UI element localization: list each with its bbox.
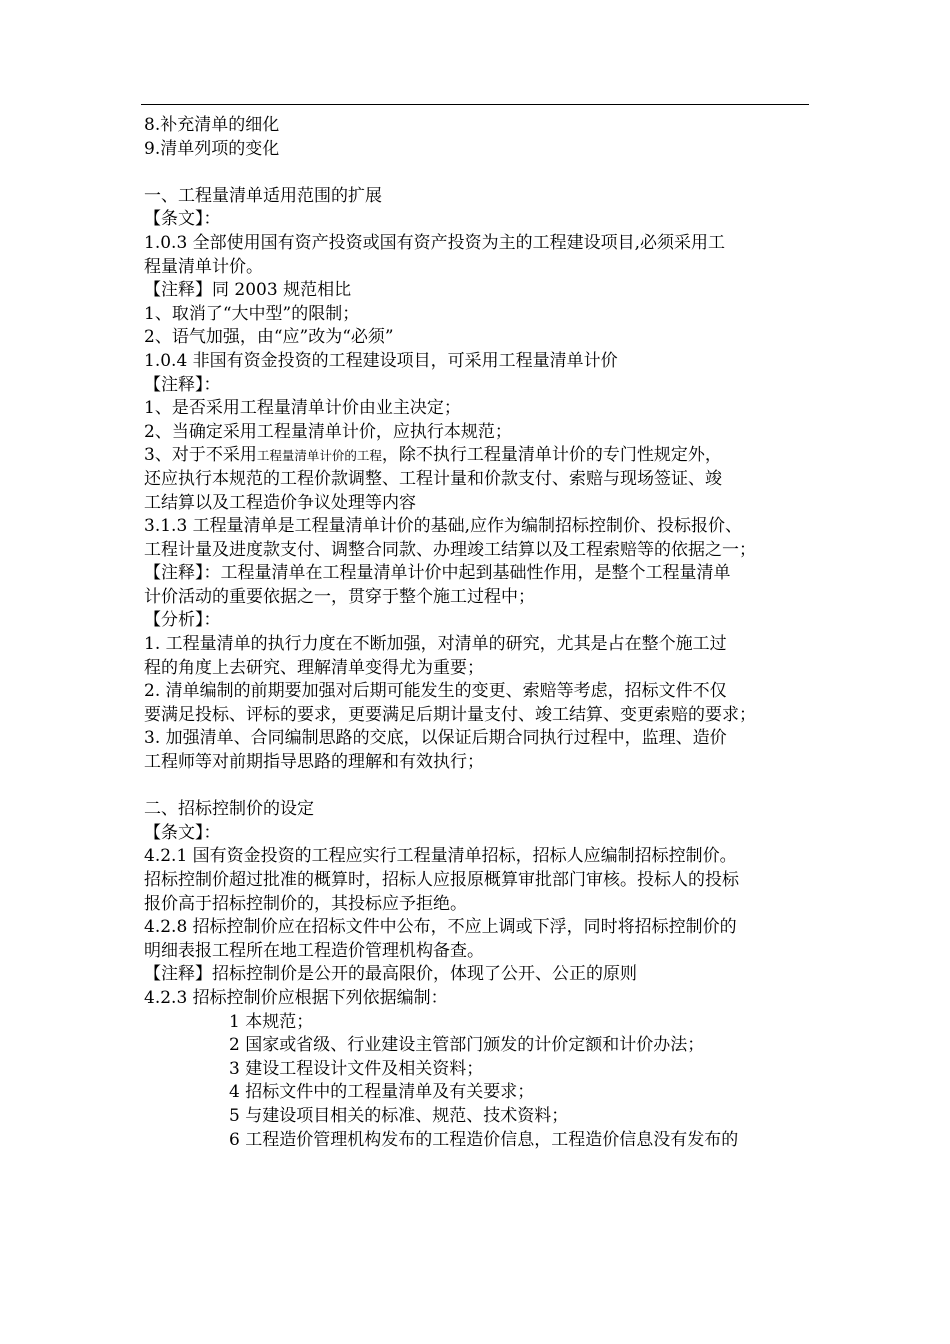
paragraph-line: 要满足投标、评标的要求，更要满足后期计量支付、竣工结算、变更索赔的要求； — [144, 704, 756, 725]
list-item: 6 工程造价管理机构发布的工程造价信息，工程造价信息没有发布的 — [229, 1129, 739, 1150]
list-item: 1、是否采用工程量清单计价由业主决定； — [144, 398, 461, 419]
note-label: 【注释】同 2003 规范相比 — [144, 280, 352, 301]
list-item: 1. 工程量清单的执行力度在不断加强，对清单的研究，尤其是占在整个施工过 — [144, 634, 727, 655]
paragraph-line: 1.0.4 非国有资金投资的工程建设项目，可采用工程量清单计价 — [144, 350, 618, 371]
list-item: 3 建设工程设计文件及相关资料； — [229, 1058, 484, 1079]
list-item: 4 招标文件中的工程量清单及有关要求； — [229, 1082, 535, 1103]
list-item — [144, 444, 812, 468]
paragraph-line: 工程计量及进度款支付、调整合同款、办理竣工结算以及工程索赔等的依据之一； — [144, 539, 756, 560]
paragraph-line: 招标控制价超过批准的概算时，招标人应报原概算审批部门审核。投标人的投标 — [144, 870, 739, 890]
paragraph-line: 1.0.3 全部使用国有资产投资或国有资产投资为主的工程建设项目,必须采用工 — [144, 232, 726, 253]
header-rule — [141, 104, 809, 105]
small-text-run: 工程量清单计价的工程 — [256, 448, 382, 464]
document-body — [144, 114, 812, 1152]
paragraph-line: 报价高于招标控制价的，其投标应予拒绝。 — [144, 893, 467, 914]
paragraph-line: 明细表报工程所在地工程造价管理机构备查。 — [144, 940, 484, 961]
section-heading: 二、招标控制价的设定 — [144, 799, 314, 820]
list-item: 2、当确定采用工程量清单计价，应执行本规范； — [144, 421, 512, 442]
list-item: 5 与建设项目相关的标准、规范、技术资料； — [229, 1105, 569, 1126]
note-label: 【注释】招标控制价是公开的最高限价，体现了公开、公正的原则 — [144, 964, 637, 985]
list-item: 2. 清单编制的前期要加强对后期可能发生的变更、索赔等考虑，招标文件不仅 — [144, 681, 727, 702]
paragraph-line: 3.1.3 工程量清单是工程量清单计价的基础,应作为编制招标控制价、投标报价、 — [144, 516, 743, 537]
paragraph-line: 工结算以及工程造价争议处理等内容 — [144, 492, 416, 513]
paragraph-line: 还应执行本规范的工程价款调整、工程计量和价款支付、索赔与现场签证、竣 — [144, 468, 722, 489]
blank-line — [144, 161, 812, 185]
list-item: 9.清单列项的变化 — [144, 138, 280, 159]
paragraph-line: 计价活动的重要依据之一，贯穿于整个施工过程中； — [144, 586, 535, 607]
note-label: 【注释】：工程量清单在工程量清单计价中起到基础性作用，是整个工程量清单 — [144, 563, 731, 584]
note-label: 【注释】： — [144, 374, 221, 395]
section-heading: 一、工程量清单适用范围的扩展 — [144, 185, 382, 206]
paragraph-line: 程的角度上去研究、理解清单变得尤为重要； — [144, 657, 484, 678]
blank-line — [144, 775, 812, 799]
list-item: 8.补充清单的细化 — [144, 115, 280, 135]
list-item: 2 国家或省级、行业建设主管部门颁发的计价定额和计价办法； — [229, 1035, 705, 1056]
paragraph-line: 4.2.8 招标控制价应在招标文件中公布，不应上调或下浮，同时将招标控制价的 — [144, 917, 737, 938]
list-item: 2、语气加强，由“应”改为“必须” — [144, 327, 394, 348]
analysis-label: 【分析】： — [144, 610, 221, 631]
clause-label: 【条文】： — [144, 822, 221, 843]
paragraph-line: 程量清单计价。 — [144, 256, 263, 277]
clause-label: 【条文】： — [144, 209, 221, 230]
paragraph-line: 工程师等对前期指导思路的理解和有效执行； — [144, 752, 484, 773]
paragraph-line: 4.2.3 招标控制价应根据下列依据编制： — [144, 987, 448, 1008]
text-run: ，除不执行工程量清单计价的专门性规定外， — [381, 445, 722, 466]
list-item: 1、取消了“大中型”的限制； — [144, 303, 360, 324]
list-item: 1 本规范； — [229, 1011, 314, 1032]
list-item: 3. 加强清单、合同编制思路的交底，以保证后期合同执行过程中，监理、造价 — [144, 728, 727, 749]
paragraph-line: 4.2.1 国有资金投资的工程应实行工程量清单招标，招标人应编制招标控制价。 — [144, 846, 737, 867]
text-run: 3、对于不采用 — [144, 445, 257, 466]
